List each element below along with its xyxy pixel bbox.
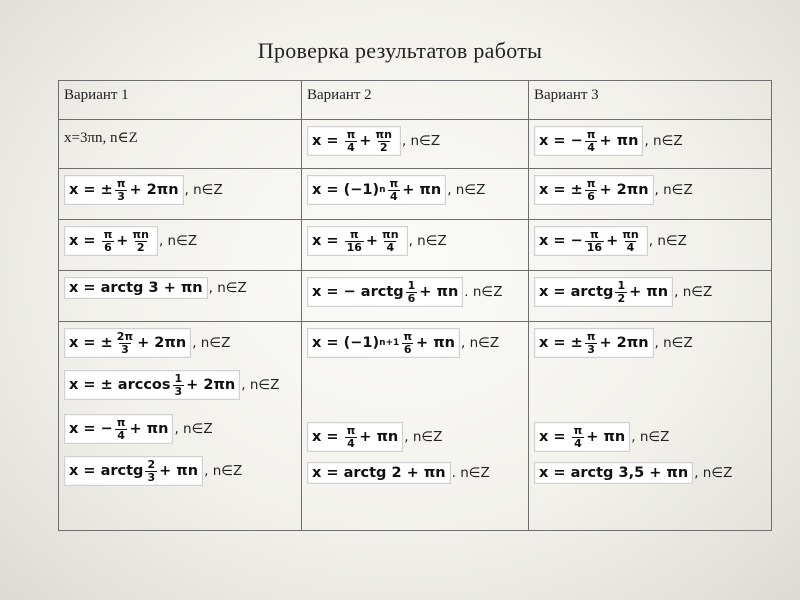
header-variant-3: Вариант 3 bbox=[529, 81, 772, 120]
answer-formula: x = − $\frac{\pi}{4}$ + πn , n∈Z bbox=[64, 414, 296, 444]
cell-v3-r4 bbox=[529, 271, 772, 322]
cell-v1-r1 bbox=[59, 120, 302, 169]
table-row bbox=[59, 271, 772, 322]
answer-formula: x = (−1) n+1 $\frac{\pi}{6}$ + πn , n∈Z bbox=[307, 328, 523, 358]
cell-v2-r1 bbox=[302, 120, 529, 169]
cell-v1-r5 bbox=[59, 322, 302, 531]
answer-formula: x = − $\frac{\pi}{4}$ + πn , n∈Z bbox=[534, 126, 766, 156]
answer-formula: x = ± $\frac{\pi}{3}$ + 2πn , n∈Z bbox=[534, 328, 766, 358]
answer-formula: x = ± $\frac{\pi}{3}$ + 2πn , n∈Z bbox=[64, 175, 296, 205]
table-row bbox=[59, 220, 772, 271]
answer-formula: x = arctg $\frac{1}{2}$ + πn , n∈Z bbox=[534, 277, 766, 307]
slide-title: Проверка результатов работы bbox=[257, 38, 543, 63]
cell-v2-r3 bbox=[302, 220, 529, 271]
answer-formula: x = arctg 3 + πn , n∈Z bbox=[64, 277, 296, 299]
answer-formula: x = arctg $\frac{2}{3}$ + πn , n∈Z bbox=[64, 456, 296, 486]
cell-v2-r2 bbox=[302, 169, 529, 220]
answer-formula: x = $\frac{\pi}{4}$ + $\frac{\pi n}{2}$ , n∈Z bbox=[307, 126, 523, 156]
answer-formula: x = − $\frac{\pi}{16}$ + $\frac{\pi n}{4}$ , n∈Z bbox=[534, 226, 766, 256]
answer-formula: x = $\frac{\pi}{4}$ + πn , n∈Z bbox=[307, 422, 523, 452]
answer-formula: x = − arctg $\frac{1}{6}$ + πn . n∈Z bbox=[307, 277, 523, 307]
header-row bbox=[59, 81, 772, 120]
cell-v3-r3 bbox=[529, 220, 772, 271]
answer-formula: x = ± $\frac{2\pi}{3}$ + 2πn , n∈Z bbox=[64, 328, 296, 358]
cell-v1-r3 bbox=[59, 220, 302, 271]
answer-formula: x = $\frac{\pi}{4}$ + πn , n∈Z bbox=[534, 422, 766, 452]
cell-v3-r1 bbox=[529, 120, 772, 169]
cell-v3-r2 bbox=[529, 169, 772, 220]
cell-v2-r5 bbox=[302, 322, 529, 531]
cell-v1-r2 bbox=[59, 169, 302, 220]
answer-formula: x = arctg 2 + πn . n∈Z bbox=[307, 462, 523, 484]
answer-formula: x = $\frac{\pi}{6}$ + $\frac{\pi n}{2}$ , n∈Z bbox=[64, 226, 296, 256]
header-variant-2: Вариант 2 bbox=[302, 81, 529, 120]
answer-formula: x = arctg 3,5 + πn , n∈Z bbox=[534, 462, 766, 484]
table-row bbox=[59, 169, 772, 220]
answer-formula: x = $\frac{\pi}{16}$ + $\frac{\pi n}{4}$ , n∈Z bbox=[307, 226, 523, 256]
answer-text: x=3πn, n∈Z bbox=[64, 130, 138, 146]
answer-formula: x = ± arccos $\frac{1}{3}$ + 2πn , n∈Z bbox=[64, 370, 296, 400]
table-row bbox=[59, 322, 772, 531]
cell-v3-r5 bbox=[529, 322, 772, 531]
answer-formula: x = (−1) n $\frac{\pi}{4}$ + πn , n∈Z bbox=[307, 175, 523, 205]
results-table bbox=[58, 80, 772, 531]
header-variant-1: Вариант 1 bbox=[59, 81, 302, 120]
table-row bbox=[59, 120, 772, 169]
cell-v1-r4 bbox=[59, 271, 302, 322]
answer-formula: x = ± $\frac{\pi}{6}$ + 2πn , n∈Z bbox=[534, 175, 766, 205]
cell-v2-r4 bbox=[302, 271, 529, 322]
